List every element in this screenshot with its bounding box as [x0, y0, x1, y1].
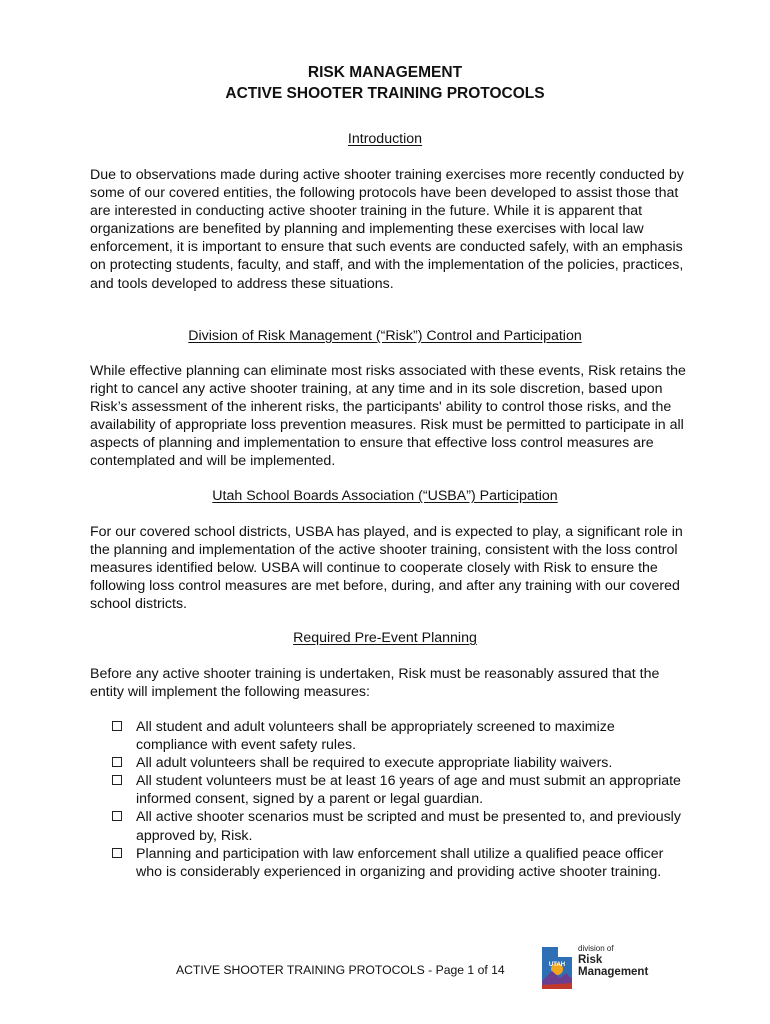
- list-item: [112, 772, 682, 808]
- section-heading-usba: Utah School Boards Association (“USBA”) Participation: [212, 488, 558, 504]
- checkbox-icon: [112, 811, 122, 821]
- section-heading-pre-event: Required Pre-Event Planning: [293, 630, 477, 646]
- list-item-text: All active shooter scenarios must be scripted and must be presented to, and previously approved by, Risk.: [136, 809, 681, 844]
- document-title-line2: ACTIVE SHOOTER TRAINING PROTOCOLS: [225, 85, 545, 102]
- paragraph-pre-event: Before any active shooter training is undertaken, Risk must be reasonably assured that the entity will implement the following measures:: [90, 666, 660, 701]
- list-item-text: All adult volunteers shall be required to execute appropriate liability waivers.: [136, 755, 613, 772]
- checkbox-icon: [112, 775, 122, 785]
- checkbox-icon: [112, 757, 122, 767]
- utah-state-icon: [538, 945, 578, 991]
- list-item-text: All student volunteers must be at least 16 years of age and must submit an appropriate informed consent, signed by a parent or legal guardian.: [136, 773, 681, 808]
- list-item-text: Planning and participation with law enforcement shall utilize a qualified peace officer who is considerably experienced in organizing and providing active shooter training.: [136, 845, 664, 880]
- section-heading-risk-control: Division of Risk Management (“Risk”) Control and Participation: [188, 328, 582, 344]
- paragraph-risk-control: While effective planning can eliminate most risks associated with these events, Risk retains the right to cancel any active shooter training, at any time and in its sole discretion, based upon Risk’s assessment of the inherent risks, the participants' ability to control those risks, and the availability of appropriate loss prevention measures. Risk must be permitted to participate in all aspects of planning and implementation to ensure that effective loss control measures are contemplated and will be implemented.: [90, 363, 686, 470]
- list-item: [112, 718, 682, 754]
- page-footer: ACTIVE SHOOTER TRAINING PROTOCOLS - Page 1 of 14: [176, 963, 505, 977]
- checkbox-icon: [112, 848, 122, 858]
- list-item-text: All student and adult volunteers shall be appropriately screened to maximize compliance with event safety rules.: [136, 719, 615, 754]
- section-heading-introduction: Introduction: [347, 131, 423, 147]
- list-item: [112, 754, 682, 772]
- list-item: [112, 808, 682, 844]
- risk-management-logo: [538, 943, 648, 991]
- document-title-line1: RISK MANAGEMENT: [307, 64, 463, 81]
- logo-line-risk: Risk: [578, 954, 603, 966]
- logo-line-division: division of: [578, 944, 614, 953]
- svg-text:UTAH: UTAH: [548, 962, 566, 968]
- checkbox-icon: [112, 721, 122, 731]
- list-item: [112, 845, 682, 881]
- logo-line-management: Management: [578, 966, 649, 978]
- paragraph-introduction: Due to observations made during active shooter training exercises more recently conducted by some of our covered entities, the following protocols have been developed to assist those that are interested in conducting active shooter training in the future. While it is apparent that organizations are benefited by planning and implementing these exercises with local law enforcement, it is important to ensure that such events are conducted safely, with an emphasis on protecting students, faculty, and staff, and with the implementation of the policies, practices, and tools developed to address these situations.: [90, 167, 684, 292]
- logo-wordmark: [578, 943, 658, 978]
- requirements-list: [112, 718, 682, 881]
- paragraph-usba: For our covered school districts, USBA has played, and is expected to play, a significant role in the planning and implementation of the active shooter training, consistent with the loss control measures identified below. USBA will continue to cooperate closely with Risk to ensure the following loss control measures are met before, during, and after any training with our covered school districts.: [90, 524, 683, 613]
